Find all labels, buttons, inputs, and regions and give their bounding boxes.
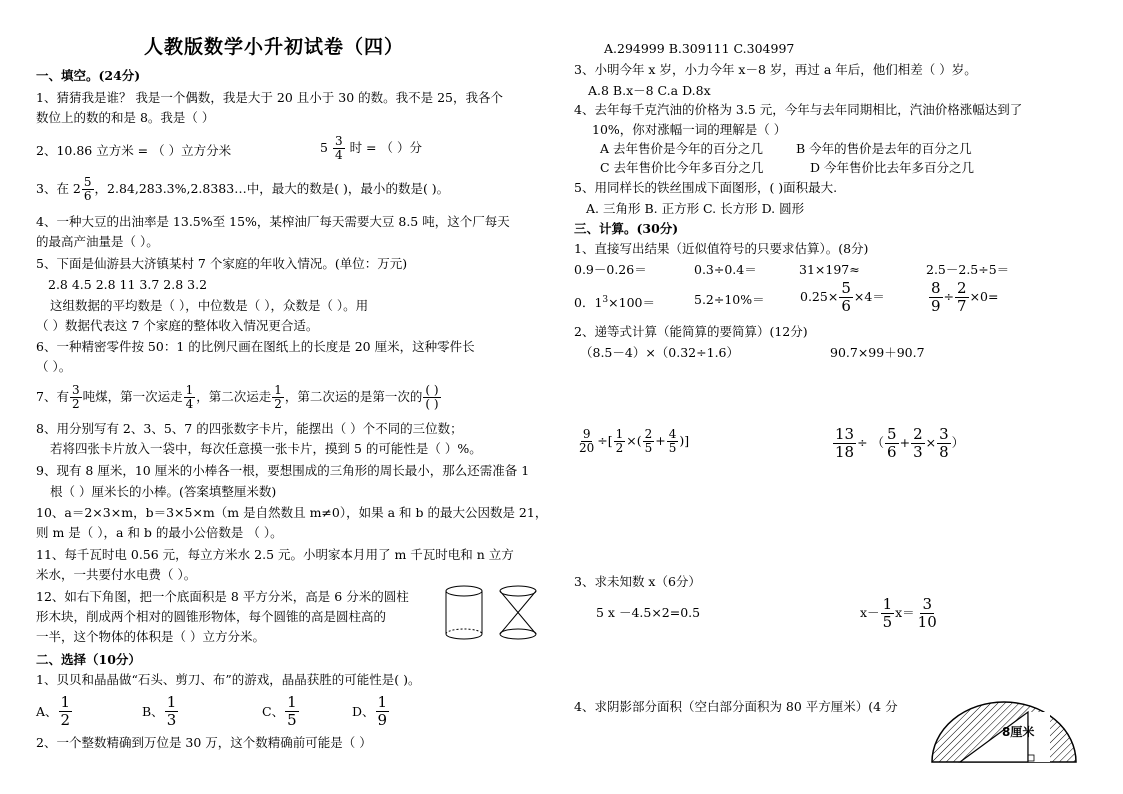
question-5-line-4: （ ）数据代表这 7 个家庭的整体收入情况更合适。 — [36, 318, 319, 333]
section-fill-blank: 一、填空。(24分) — [36, 68, 141, 83]
choice-3-options: A.8 B.x－8 C.a D.8x — [588, 83, 711, 98]
choice-4-option-b: B 今年的售价是去年的百分之几 — [796, 141, 972, 156]
page-title: 人教版数学小升初试卷（四） — [144, 36, 405, 58]
choice-5: 5、用同样长的铁丝围成下面图形，( )面积最大. — [574, 180, 838, 195]
choice-4-option-a: A 去年售价是今年的百分之几 — [600, 141, 764, 156]
fraction: $\frac{1}{3}$ — [166, 693, 177, 729]
choice-2: 2、一个整数精确到万位是 30 万，这个数精确前可能是（ ） — [36, 735, 372, 750]
choice-1-option-a: A、 $\frac{1}{2}$ — [36, 693, 71, 729]
section-calculation: 三、计算。(30分) — [574, 221, 679, 236]
section-choice: 二、选择（10分） — [36, 652, 141, 667]
question-2-part-b: 5 $\frac{3}{4}$ 时 = （ ）分 — [320, 134, 422, 162]
calc-1-item-5: 0．$1^3\times 100=$ — [574, 295, 655, 311]
calc-3-item-2: x－ $\frac{1}{5}$ x＝ $\frac{3}{10}$ — [860, 595, 937, 631]
calc-2-item-4: $\frac{13}{18}$ ÷ （ $\frac{5}{6}$ + $\frac{2}{3}$ × $\frac{3}{8}$ ） — [835, 425, 965, 461]
question-11-line-2: 米水，一共要付水电费（ ）。 — [36, 567, 197, 582]
question-5-line-3: 这组数据的平均数是（ ），中位数是（ ），众数是（ ）。用 — [50, 298, 369, 313]
question-9-line-1: 9、现有 8 厘米，10 厘米的小棒各一根，要想围成的三角形的周长最小，那么还需准备 1 — [36, 463, 530, 478]
question-8-line-1: 8、用分别写有 2、3、5、7 的四张数字卡片，能摆出（ ）个不同的三位数； — [36, 421, 463, 436]
fraction: $\frac{13}{18}$ — [835, 425, 855, 461]
calc-1-item-7: 0.25× $\frac{5}{6}$ ×4＝ — [800, 279, 885, 315]
fraction: $\frac{4}{5}$ — [668, 427, 677, 455]
fraction: $\frac{1}{5}$ — [287, 693, 297, 729]
question-10-line-1: 10、a＝2×3×m，b＝3×5×m（m 是自然数且 m≠0），如果 a 和 b 的最大公因数是 21， — [36, 505, 548, 520]
calc-2-item-1: （8.5－4）×（0.32÷1.6） — [580, 345, 739, 360]
fraction: $\frac{1}{4}$ — [185, 383, 194, 411]
question-8-line-2: 若将四张卡片放入一袋中，每次任意摸一张卡片，摸到 5 的可能性是（ ）%。 — [50, 441, 482, 456]
fraction: $\frac{1}{2}$ — [274, 383, 282, 411]
calc-1-item-6: 5.2÷10%＝ — [694, 292, 765, 307]
choice-2-options: A.294999 B.309111 C.304997 — [604, 41, 795, 56]
question-2-part-a: 2、10.86 立方米 = （ ）立方分米 — [36, 143, 232, 158]
fraction: $\frac{3}{4}$ — [334, 134, 343, 162]
question-12-line-1: 12、如右下角图，把一个底面积是 8 平方分米，高是 6 分米的圆柱 — [36, 589, 409, 604]
calc-4-heading: 4、求阴影部分面积（空白部分面积为 80 平方厘米）(4 分 — [574, 699, 898, 714]
cylinder-cone-figure — [440, 582, 548, 644]
calc-3-heading: 3、求未知数 x（6分） — [574, 574, 701, 589]
question-1-line-1: 1、猜猜我是谁？ 我是一个偶数，我是大于 20 且小于 30 的数。我不是 25，我各个 — [36, 90, 504, 105]
calc-3-item-1: 5 x －4.5×2=0.5 — [596, 605, 701, 620]
fraction: $\frac{3}{8}$ — [939, 425, 949, 461]
question-11-line-1: 11、每千瓦时电 0.56 元，每立方米水 2.5 元。小明家本月用了 m 千瓦时电和 n 立方 — [36, 547, 514, 562]
fraction: $\frac{1}{9}$ — [377, 693, 388, 729]
calc-2-item-3: $\frac{9}{20}$ ÷[ $\frac{1}{2}$ ×( $\frac{2}{5}$ + $\frac{4}{5}$ )] — [579, 427, 690, 455]
question-4-line-2: 的最高产油量是（ ）。 — [36, 234, 159, 249]
calc-2-item-2: 90.7×99＋90.7 — [830, 345, 925, 360]
calc-1-item-3: 31×197≈ — [799, 262, 860, 277]
calc-1-heading: 1、直接写出结果（近似值符号的只要求估算）。(8分) — [574, 241, 869, 256]
question-10-line-2: 则 m 是（ ），a 和 b 的最小公倍数是 （ ）。 — [36, 525, 283, 540]
fraction: $\frac{5}{6}$ — [887, 425, 897, 461]
fraction: $\frac{2}{3}$ — [913, 425, 923, 461]
choice-4-line-2: 10%，你对涨幅一词的理解是（ ） — [592, 122, 787, 137]
fraction: $\frac{1}{2}$ — [60, 693, 71, 729]
question-5-data: 2.8 4.5 2.8 11 3.7 2.8 3.2 — [48, 277, 208, 292]
calc-1-item-8: $\frac{8}{9}$ ÷ $\frac{2}{7}$ ×0= — [931, 279, 999, 315]
choice-3: 3、小明今年 x 岁，小力今年 x－8 岁，再过 a 年后，他们相差（ ）岁。 — [574, 62, 977, 77]
fraction: $\frac{5}{6}$ — [83, 175, 92, 203]
fraction: $\frac{3}{2}$ — [71, 383, 80, 411]
fraction: $\frac{5}{6}$ — [841, 279, 851, 315]
question-12-line-3: 一半，这个物体的体积是（ ）立方分米。 — [36, 629, 265, 644]
choice-1-option-d: D、 $\frac{1}{9}$ — [352, 693, 388, 729]
question-4-line-1: 4、一种大豆的出油率是 13.5%至 15%，某榨油厂每天需要大豆 8.5 吨，这个厂每天 — [36, 214, 510, 229]
figure-label: 8厘米 — [1002, 725, 1035, 739]
choice-5-options: A. 三角形 B. 正方形 C. 长方形 D. 圆形 — [586, 201, 805, 216]
choice-1-option-c: C、 $\frac{1}{5}$ — [262, 693, 297, 729]
question-9-line-2: 根（ ）厘米长的小棒。(答案填整厘米数) — [50, 484, 277, 499]
question-12-line-2: 形木块，削成两个相对的圆锥形物体，每个圆锥的高是圆柱高的 — [36, 609, 387, 624]
calc-1-item-1: 0.9－0.26＝ — [574, 262, 647, 277]
question-6-line-1: 6、一种精密零件按 50：1 的比例尺画在图纸上的长度是 20 厘米，这种零件长 — [36, 339, 475, 354]
fraction: $\frac{1}{5}$ — [882, 595, 893, 631]
fraction: $\frac{3}{10}$ — [917, 595, 937, 631]
question-7: 7、有 $\frac{3}{2}$ 吨煤，第一次运走 $\frac{1}{4}$ ，第二次运走 $\frac{1}{2}$ ，第二次运的是第一次的 $\frac{( )}{( )}$ — [36, 383, 439, 411]
choice-1-option-b: B、 $\frac{1}{3}$ — [142, 693, 177, 729]
question-3: 3、在 2 $\frac{5}{6}$ ，2.84,283.3%,2.8383…中，最大的数是( )，最小的数是( )。 — [36, 175, 450, 203]
question-1-line-2: 数位上的数的和是 8。我是（ ） — [36, 110, 215, 125]
question-6-line-2: （ ）。 — [36, 359, 72, 374]
fraction: $\frac{9}{20}$ — [579, 427, 595, 455]
calc-1-item-4: 2.5－2.5÷5＝ — [926, 262, 1010, 277]
fraction: $\frac{2}{7}$ — [957, 279, 967, 315]
question-5-line-1: 5、下面是仙游县大济镇某村 7 个家庭的年收入情况。(单位：万元) — [36, 256, 408, 271]
choice-4-option-c: C 去年售价比今年多百分之几 — [600, 160, 764, 175]
fraction: $\frac{2}{5}$ — [644, 427, 653, 455]
choice-4-line-1: 4、去年每千克汽油的价格为 3.5 元，今年与去年同期相比，汽油价格涨幅达到了 — [574, 102, 1023, 117]
fraction: $\frac{8}{9}$ — [931, 279, 941, 315]
choice-1: 1、贝贝和晶晶做“石头、剪刀、布”的游戏，晶晶获胜的可能性是( )。 — [36, 672, 421, 687]
calc-1-item-2: 0.3÷0.4＝ — [694, 262, 757, 277]
choice-4-option-d: D 今年售价比去年多百分之几 — [810, 160, 974, 175]
answer-fraction-blank: $\frac{( )}{( )}$ — [425, 383, 439, 411]
fraction: $\frac{1}{2}$ — [615, 427, 624, 455]
calc-2-heading: 2、递等式计算（能简算的要简算）(12分) — [574, 324, 808, 339]
shaded-semicircle-figure — [930, 700, 1080, 766]
